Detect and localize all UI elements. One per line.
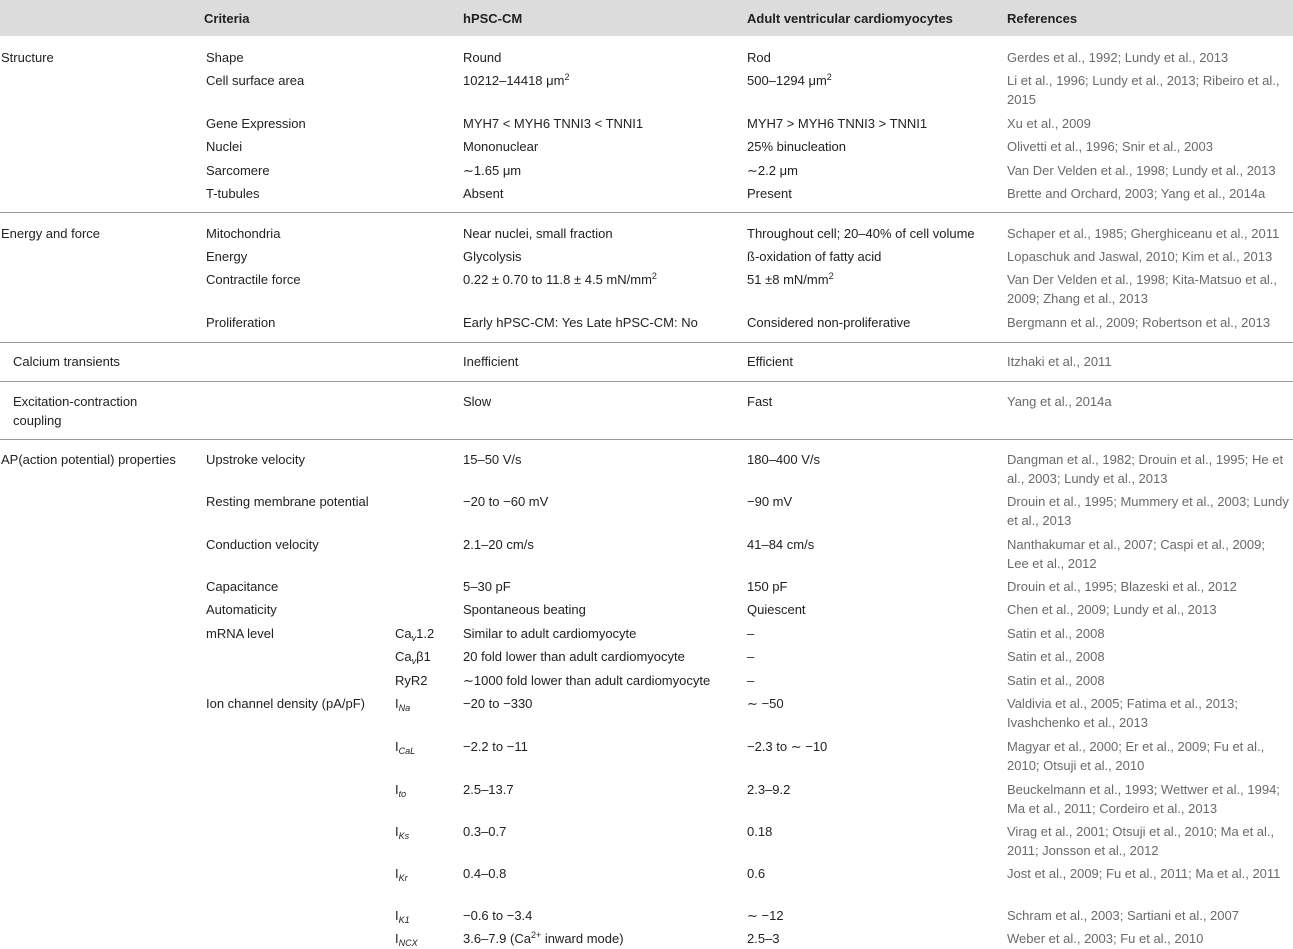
reference-cell: Li et al., 1996; Lundy et al., 2013; Ribeiro et al., 2015 bbox=[1007, 73, 1280, 107]
reference-cell: Schram et al., 2003; Sartiani et al., 2007 bbox=[1007, 908, 1239, 923]
criteria-cell: Gene Expression bbox=[206, 116, 306, 131]
hpsc-cell: 20 fold lower than adult cardiomyocyte bbox=[463, 649, 685, 664]
reference-cell: Satin et al., 2008 bbox=[1007, 626, 1105, 641]
criteria-cell: Sarcomere bbox=[206, 163, 270, 178]
header-adult: Adult ventricular cardiomyocytes bbox=[747, 11, 953, 26]
hpsc-cell: Early hPSC-CM: Yes Late hPSC-CM: No bbox=[463, 315, 698, 330]
subcriteria-cell: $Ca_v1.2$ bbox=[395, 626, 435, 643]
reference-cell: Itzhaki et al., 2011 bbox=[1007, 354, 1112, 369]
header-references: References bbox=[1007, 11, 1078, 26]
hpsc-cell: −20 to −60 mV bbox=[463, 494, 549, 509]
header-criteria: Criteria bbox=[204, 11, 250, 26]
adult-cell: Rod bbox=[747, 50, 771, 65]
reference-cell: Satin et al., 2008 bbox=[1007, 673, 1105, 688]
adult-cell: 0.6 bbox=[747, 866, 766, 881]
subcriteria-cell: RyR2 bbox=[395, 673, 428, 688]
reference-cell: Weber et al., 2003; Fu et al., 2010 bbox=[1007, 931, 1204, 946]
reference-cell: Yang et al., 2014a bbox=[1007, 394, 1112, 409]
reference-cell: Drouin et al., 1995; Mummery et al., 2003; Lundy et al., 2013 bbox=[1007, 494, 1289, 528]
criteria-cell: Mitochondria bbox=[206, 226, 281, 241]
adult-cell: ∼ −50 bbox=[747, 696, 784, 711]
subcriteria-cell: $I_{to}$ bbox=[395, 782, 407, 799]
reference-cell: Brette and Orchard, 2003; Yang et al., 2014a bbox=[1007, 186, 1266, 201]
criteria-cell: Nuclei bbox=[206, 139, 243, 154]
hpsc-cell: Spontaneous beating bbox=[463, 602, 586, 617]
reference-cell: Van Der Velden et al., 1998; Lundy et al., 2013 bbox=[1007, 163, 1276, 178]
adult-cell: 150 pF bbox=[747, 579, 788, 594]
adult-cell: ∼ −12 bbox=[747, 908, 784, 923]
subcriteria-cell: $I_{Kr}$ bbox=[395, 866, 408, 883]
adult-cell: – bbox=[747, 673, 755, 688]
reference-cell: Dangman et al., 1982; Drouin et al., 1995; He et al., 2003; Lundy et al., 2013 bbox=[1007, 452, 1284, 486]
criteria-cell: Ion channel density (pA/pF) bbox=[206, 696, 365, 711]
criteria-cell: Energy bbox=[206, 249, 248, 264]
criteria-cell: Conduction velocity bbox=[206, 537, 319, 552]
adult-cell: 51 ±8 $mN/mm^2$ bbox=[747, 271, 834, 287]
table-header bbox=[0, 0, 1293, 36]
section-label: Energy and force bbox=[1, 226, 101, 241]
adult-cell: 500–1294 $\mu m^2$ bbox=[747, 72, 832, 88]
adult-cell: 180–400 V/s bbox=[747, 452, 821, 467]
hpsc-cell: MYH7 < MYH6 TNNI3 < TNNI1 bbox=[463, 116, 644, 131]
adult-cell: Present bbox=[747, 186, 792, 201]
adult-cell: Throughout cell; 20–40% of cell volume bbox=[747, 226, 975, 241]
section-label: Calcium transients bbox=[13, 354, 120, 369]
criteria-cell: Upstroke velocity bbox=[206, 452, 305, 467]
reference-cell: Xu et al., 2009 bbox=[1007, 116, 1091, 131]
adult-cell: – bbox=[747, 626, 755, 641]
adult-cell: Quiescent bbox=[747, 602, 806, 617]
adult-cell: Efficient bbox=[747, 354, 794, 369]
hpsc-cell: Near nuclei, small fraction bbox=[463, 226, 613, 241]
criteria-cell: Contractile force bbox=[206, 272, 301, 287]
hpsc-cell: Absent bbox=[463, 186, 504, 201]
hpsc-cell: −2.2 to −11 bbox=[463, 739, 528, 754]
reference-cell: Drouin et al., 1995; Blazeski et al., 2012 bbox=[1007, 579, 1237, 594]
criteria-cell: T-tubules bbox=[206, 186, 260, 201]
criteria-cell: mRNA level bbox=[206, 626, 274, 641]
subcriteria-cell: $I_{NCX}$ bbox=[395, 931, 418, 948]
hpsc-cell: 0.4–0.8 bbox=[463, 866, 507, 881]
criteria-cell: Cell surface area bbox=[206, 73, 305, 88]
adult-cell: MYH7 > MYH6 TNNI3 > TNNI1 bbox=[747, 116, 928, 131]
adult-cell: 0.18 bbox=[747, 824, 773, 839]
reference-cell: Satin et al., 2008 bbox=[1007, 649, 1105, 664]
hpsc-cell: 10212–14418 $\mu m^2$ bbox=[463, 72, 570, 88]
hpsc-cell: 2.1–20 cm/s bbox=[463, 537, 534, 552]
adult-cell: 41–84 cm/s bbox=[747, 537, 815, 552]
adult-cell: 25% binucleation bbox=[747, 139, 847, 154]
header-hpsc: hPSC-CM bbox=[463, 11, 523, 26]
divider bbox=[0, 212, 1293, 213]
reference-cell: Gerdes et al., 1992; Lundy et al., 2013 bbox=[1007, 50, 1229, 65]
section-label: Excitation-contraction coupling bbox=[13, 394, 138, 428]
reference-cell: Schaper et al., 1985; Gherghiceanu et al., 2011 bbox=[1007, 226, 1280, 241]
hpsc-cell: Glycolysis bbox=[463, 249, 522, 264]
criteria-cell: Capacitance bbox=[206, 579, 279, 594]
reference-cell: Van Der Velden et al., 1998; Kita-Matsuo et al., 2009; Zhang et al., 2013 bbox=[1007, 272, 1278, 306]
subcriteria-cell: $I_{K1}$ bbox=[395, 908, 410, 925]
adult-cell: Fast bbox=[747, 394, 773, 409]
adult-cell: 2.3–9.2 bbox=[747, 782, 791, 797]
hpsc-cell: Slow bbox=[463, 394, 492, 409]
criteria-cell: Shape bbox=[206, 50, 244, 65]
adult-cell: 2.5–3 bbox=[747, 931, 780, 946]
section-label: AP(action potential) properties bbox=[1, 452, 176, 467]
section-label: Structure bbox=[1, 50, 54, 65]
hpsc-cell: 5–30 pF bbox=[463, 579, 511, 594]
criteria-cell: Resting membrane potential bbox=[206, 494, 369, 509]
reference-cell: Magyar et al., 2000; Er et al., 2009; Fu et al., 2010; Otsuji et al., 2010 bbox=[1007, 739, 1265, 773]
reference-cell: Lopaschuk and Jaswal, 2010; Kim et al., 2013 bbox=[1007, 249, 1273, 264]
hpsc-cell: 0.22 ± 0.70 to 11.8 ± 4.5 $mN/mm^2$ bbox=[463, 271, 657, 287]
hpsc-cell: Inefficient bbox=[463, 354, 519, 369]
subcriteria-cell: $I_{CaL}$ bbox=[395, 739, 416, 756]
reference-cell: Chen et al., 2009; Lundy et al., 2013 bbox=[1007, 602, 1217, 617]
hpsc-cell: Similar to adult cardiomyocyte bbox=[463, 626, 637, 641]
divider bbox=[0, 381, 1293, 382]
adult-cell: ß-oxidation of fatty acid bbox=[747, 249, 882, 264]
hpsc-cell: ∼1.65 μm bbox=[463, 163, 522, 178]
hpsc-cell: −20 to −330 bbox=[463, 696, 533, 711]
hpsc-cell: 3.6–7.9 ($Ca^{2+}$ inward mode) bbox=[463, 930, 624, 946]
reference-cell: Bergmann et al., 2009; Robertson et al., 2013 bbox=[1007, 315, 1271, 330]
reference-cell: Olivetti et al., 1996; Snir et al., 2003 bbox=[1007, 139, 1213, 154]
subcriteria-cell: $I_{Na}$ bbox=[395, 696, 411, 713]
adult-cell: −2.3 to ∼ −10 bbox=[747, 739, 828, 754]
adult-cell: −90 mV bbox=[747, 494, 793, 509]
subcriteria-cell: $Ca_v\beta 1$ bbox=[395, 649, 431, 666]
hpsc-cell: 15–50 V/s bbox=[463, 452, 522, 467]
adult-cell: – bbox=[747, 649, 755, 664]
divider bbox=[0, 342, 1293, 343]
hpsc-cell: 0.3–0.7 bbox=[463, 824, 507, 839]
reference-cell: Valdivia et al., 2005; Fatima et al., 2013; Ivashchenko et al., 2013 bbox=[1007, 696, 1239, 730]
reference-cell: Beuckelmann et al., 1993; Wettwer et al., 1994; Ma et al., 2011; Cordeiro et al., 2013 bbox=[1007, 782, 1280, 816]
criteria-cell: Proliferation bbox=[206, 315, 276, 330]
subcriteria-cell: $I_{Ks}$ bbox=[395, 824, 410, 841]
adult-cell: Considered non-proliferative bbox=[747, 315, 911, 330]
adult-cell: ∼2.2 μm bbox=[747, 163, 798, 178]
hpsc-cell: 2.5–13.7 bbox=[463, 782, 514, 797]
divider bbox=[0, 439, 1293, 440]
hpsc-cell: ∼1000 fold lower than adult cardiomyocyte bbox=[463, 673, 711, 688]
reference-cell: Nanthakumar et al., 2007; Caspi et al., 2009; Lee et al., 2012 bbox=[1007, 537, 1265, 571]
hpsc-cell: Round bbox=[463, 50, 502, 65]
reference-cell: Virag et al., 2001; Otsuji et al., 2010; Ma et al., 2011; Jonsson et al., 2012 bbox=[1007, 824, 1275, 858]
reference-cell: Jost et al., 2009; Fu et al., 2011; Ma et al., 2011 bbox=[1007, 866, 1281, 881]
hpsc-cell: Mononuclear bbox=[463, 139, 539, 154]
criteria-cell: Automaticity bbox=[206, 602, 277, 617]
hpsc-cell: −0.6 to −3.4 bbox=[463, 908, 533, 923]
